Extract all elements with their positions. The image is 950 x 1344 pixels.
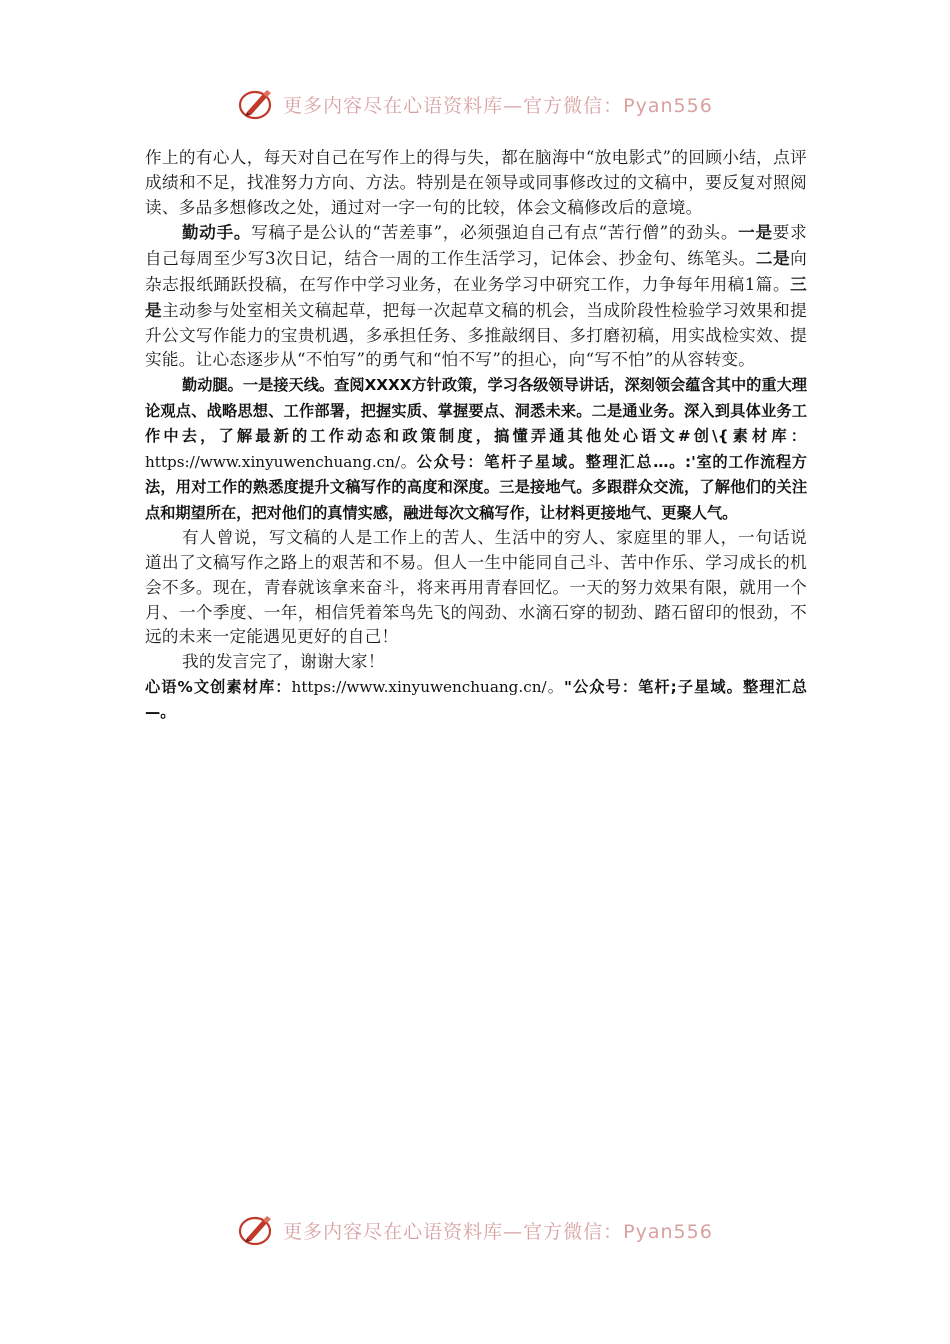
footer-wechat-id: Pyan556 — [623, 1220, 713, 1243]
footer-banner-text: 更多内容尽在心语资料库—官方微信：Pyan556 — [283, 1220, 713, 1243]
paragraph-2-heading: 勤动手。 — [182, 222, 252, 243]
pen-logo-icon — [237, 1212, 277, 1248]
paragraph-2: 勤动手。写稿子是公认的“苦差事”，必须强迫自己有点“苦行僧”的劲头。一是要求自己每周至少写3次日记，结合一周的工作生活学习，记体会、抄金句、练笔头。二是向杂志报纸踊跃投稿，在写作中学习业务，在业务学习中研究工作，力争每年用稿1篇。三是主动参与处室相关文稿起草，把每一次起草文稿的机会，当成阶段性检验学习效果和提升公文写作能力的宝贵机遇，多承担任务、多推敲纲目、多打磨初稿，用实战检实效、提实能。让心态逐步从“不怕写”的勇气和“怕不写”的担心，向“写不怕”的从容转变。 — [145, 222, 807, 370]
paragraph-3: 勤动腿。一是接天线。查阅XXXX方针政策，学习各级领导讲话，深刻领会蕴含其中的重大理论观点、战略思想、工作部署，把握实质、掌握要点、洞悉未来。二是通业务。深入到具体业务工作中去，了解最新的工作动态和政策制度，搞懂弄通其他处心语文#创\{素材库：https://www.xinyuwenchuang.cn/。公众号：笔杆子星域。整理汇总…。:'室的工作流程方法，用对工作的熟悉度提升文稿写作的高度和深度。三是接地气。多跟群众交流，了解他们的关注点和期望所在，把对他们的真情实感，融进每次文稿写作，让材料更接地气、更聚人气。 — [145, 376, 807, 522]
footer-banner — [0, 1210, 950, 1250]
document-body — [145, 146, 807, 726]
header-banner-text: 更多内容尽在心语资料库—官方微信：Pyan556 — [283, 94, 713, 117]
paragraph-5: 我的发言完了，谢谢大家！ — [182, 652, 385, 672]
paragraph-6-url: https://www.xinyuwenchuang.cn/。 — [291, 677, 564, 696]
paragraph-1: 作上的有心人，每天对自己在写作上的得与失，都在脑海中“放电影式”的回顾小结，点评成绩和不足，找准努力方向、方法。特别是在领导或同事修改过的文稿中，要反复对照阅读、多品多想修改之处，通过对一字一句的比较，体会文稿修改后的意境。 — [145, 148, 807, 217]
header-wechat-id: Pyan556 — [623, 94, 713, 117]
paragraph-4: 有人曾说，写文稿的人是工作上的苦人、生活中的穷人、家庭里的罪人，一句话说道出了文稿写作之路上的艰苦和不易。但人一生中能同自己斗、苦中作乐、学习成长的机会不多。现在，青春就该拿来奋斗，将来再用青春回忆。一天的努力效果有限，就用一个月、一个季度、一年，相信凭着笨鸟先飞的闯劲、水滴石穿的韧劲、踏石留印的恨劲，不远的未来一定能遇见更好的自己！ — [145, 528, 807, 647]
pen-logo-icon — [237, 86, 277, 122]
paragraph-6: 心语%文创素材库：https://www.xinyuwenchuang.cn/。"公众号：笔杆;子星域。整理汇总—。 — [145, 677, 807, 722]
paragraph-3-url: https://www.xinyuwenchuang.cn/。 — [145, 452, 417, 471]
header-banner — [0, 84, 950, 124]
